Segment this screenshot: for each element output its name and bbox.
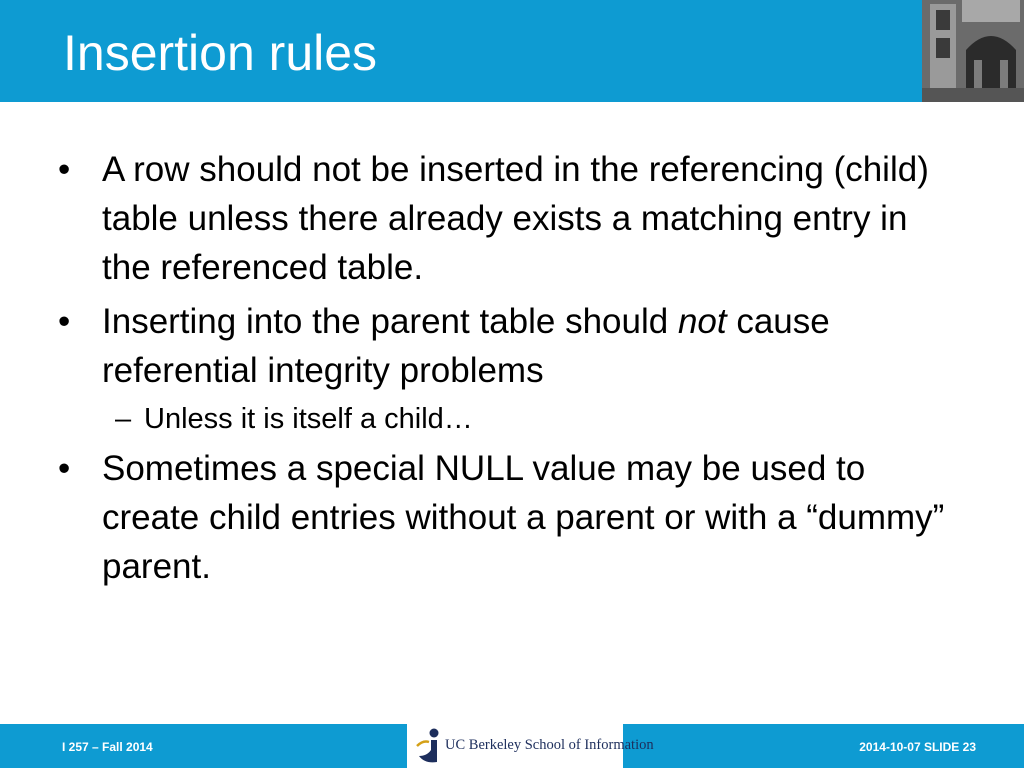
- slide-footer: [0, 724, 1024, 768]
- bullet-emphasis: not: [677, 302, 727, 341]
- bullet-marker: •: [58, 302, 71, 341]
- slide-number: 2014-10-07 SLIDE 23: [859, 740, 976, 754]
- bullet-marker: •: [58, 449, 71, 488]
- bullet-text: Inserting into the parent table should: [102, 302, 678, 341]
- ischool-logo-icon: [415, 726, 441, 771]
- slide-title: Insertion rules: [63, 25, 378, 81]
- slide-header: [0, 0, 1024, 102]
- bullet-text: cause referential integrity problems: [102, 302, 830, 390]
- bullet-text: Sometimes a special NULL value may be used to create child entries without a parent or with a “dummy” parent.: [102, 449, 945, 586]
- bullet-text: A row should not be inserted in the referencing (child) table unless there already exists a matching entry in the referenced table.: [102, 150, 929, 287]
- bullet-item: [58, 444, 958, 591]
- bullet-item: [58, 145, 958, 292]
- sub-bullet-marker: –: [115, 403, 132, 435]
- school-logo-text: UC Berkeley School of Information: [445, 737, 654, 753]
- bullet-marker: •: [58, 150, 71, 189]
- sub-bullet-item: [58, 400, 958, 438]
- slide-body: [58, 145, 958, 596]
- school-logo: [407, 724, 654, 768]
- sub-bullet-text: Unless it is itself a child…: [144, 403, 473, 435]
- bullet-item: [58, 297, 958, 395]
- course-label: I 257 – Fall 2014: [62, 740, 153, 754]
- building-photo-icon: [922, 0, 1024, 102]
